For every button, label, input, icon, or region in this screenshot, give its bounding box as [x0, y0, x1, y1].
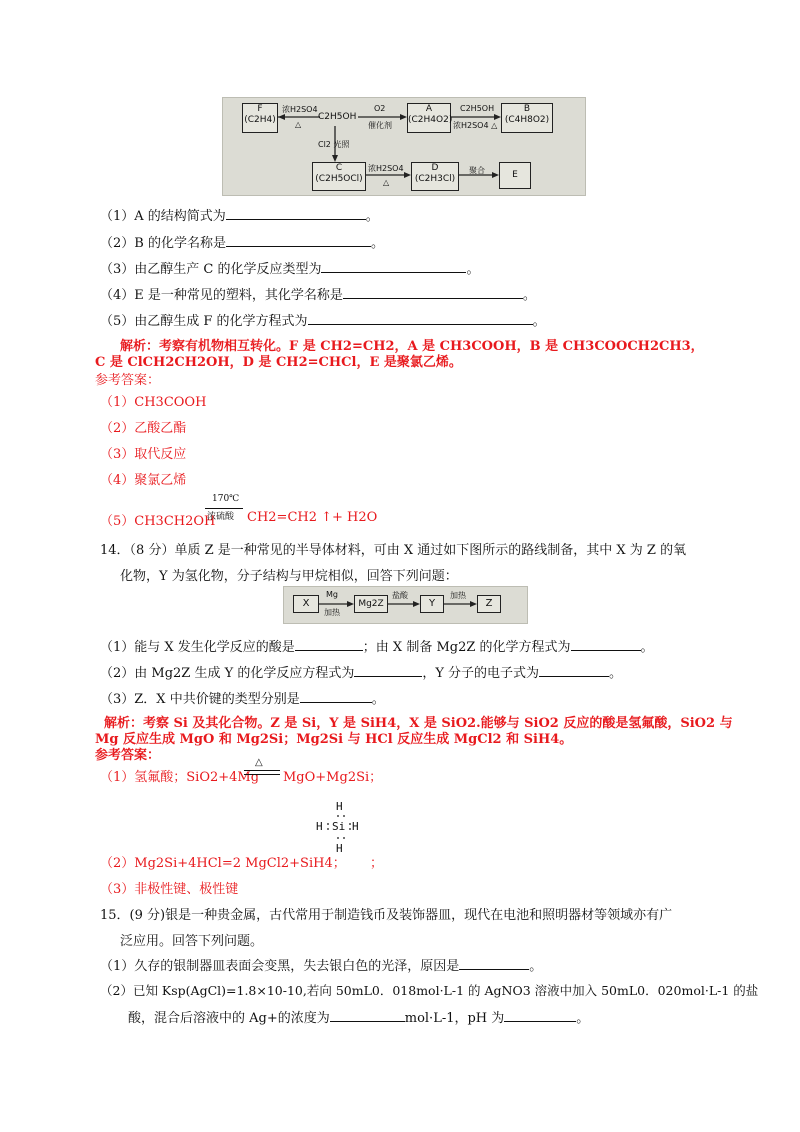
q13-part5-period: 。 — [532, 314, 546, 329]
q14-answer-2: （2）Mg2Si+4HCl=2 MgCl2+SiH4； — [100, 856, 346, 871]
hcl-label: 盐酸 — [392, 591, 408, 600]
compound-X-box — [293, 595, 319, 613]
compound-Mg2Z-label: Mg2Z — [358, 599, 384, 609]
q14-part1-text-a: （1）能与 X 发生化学反应的酸是 — [100, 640, 295, 655]
q14-part2-text-a: （2）由 Mg2Z 生成 Y 的化学反应方程式为 — [100, 666, 355, 681]
ethanol-label: C2H5OH — [318, 112, 357, 122]
q13-answer-3: （3）取代反应 — [100, 447, 187, 462]
compound-Y-box — [420, 595, 444, 613]
a-condition-bottom: 浓H2SO4 △ — [453, 121, 498, 130]
q14-stem-line1: 14．（8 分）单质 Z 是一种常见的半导体材料，可由 X 通过如下图所示的路线制备，其中 X 为 Z 的氧 — [100, 543, 687, 558]
q14-answer-1-right: MgO+Mg2Si； — [283, 770, 383, 785]
q13-part1-period: 。 — [365, 209, 379, 224]
q14-part1-period: 。 — [640, 640, 654, 655]
q14-answer-blank-1a[interactable] — [295, 638, 363, 651]
c-condition-top: 浓H2SO4 — [368, 164, 404, 173]
q14-part2-text-b: ，Y 分子的电子式为 — [422, 666, 540, 681]
f-condition-top: 浓H2SO4 — [282, 105, 318, 114]
compound-Y-label: Y — [428, 598, 436, 609]
q14-answer-1-left: （1）氢氟酸；SiO2+4Mg — [100, 770, 260, 785]
ethanol2-label: C2H5OH — [460, 104, 495, 113]
compound-B-formula: (C4H8O2) — [504, 115, 550, 125]
q14-answer-blank-2a[interactable] — [354, 664, 422, 677]
q14-part3 — [100, 688, 385, 707]
q13-analysis-line2: C 是 ClCH2CH2OH，D 是 CH2=CHCl，E 是聚氯乙烯。 — [95, 355, 462, 370]
q14-part2 — [100, 662, 622, 681]
compound-D-label: D — [431, 163, 439, 173]
q13-part4-text: （4）E 是一种常见的塑料，其化学名称是 — [100, 288, 343, 303]
compound-Z-box — [477, 595, 501, 613]
compound-A-formula: (C2H4O2) — [408, 115, 453, 125]
q15-answer-blank-2b[interactable] — [504, 1009, 576, 1022]
q14-answer-blank-3[interactable] — [300, 690, 372, 703]
q14-answer-1-equals-top — [244, 770, 280, 771]
q13-answer-2: （2）乙酸乙酯 — [100, 421, 187, 436]
q13-answer-5-cond-bottom: 浓硫酸 — [207, 512, 235, 522]
compound-C-formula: (C2H5OCl) — [315, 174, 363, 184]
q14-analysis-line1: 解析：考察 Si 及其化合物。Z 是 Si，Y 是 SiH4，X 是 SiO2.能够与 SiO2 反应的酸是氢氟酸，SiO2 与 — [104, 716, 733, 731]
q14-part3-period: 。 — [371, 692, 385, 707]
q14-part1-text-b: ；由 X 制备 Mg2Z 的化学方程式为 — [362, 640, 571, 655]
q15-part1 — [100, 955, 542, 974]
o2-label: O2 — [374, 104, 386, 113]
mg-label: Mg — [326, 590, 338, 599]
lewis-h-left: H — [316, 820, 323, 833]
q15-part2-line1: （2）已知 Ksp(AgCl)=1.8×10-10,若向 50mL0．018mol·L-1 的 AgNO3 溶液中加入 50mL0．020mol·L-1 的盐 — [100, 983, 759, 998]
q13-reference-label: 参考答案： — [95, 373, 161, 388]
q13-analysis-line1: 解析：考察有机物相互转化。F 是 CH2=CH2，A 是 CH3COOH，B 是 CH3COOCH2CH3， — [120, 339, 704, 354]
lewis-h-top: H — [336, 800, 343, 813]
lewis-structure — [312, 800, 362, 856]
q14-reference-label: 参考答案： — [95, 748, 161, 763]
lewis-si: Si — [332, 820, 346, 833]
q14-answer-blank-2b[interactable] — [539, 664, 609, 677]
heat2-label: 加热 — [450, 591, 466, 600]
q15-part2-period: 。 — [576, 1011, 590, 1026]
q13-answer-5-right: CH2=CH2 ↑+ H2O — [247, 510, 378, 525]
q15-part2-text-b: mol·L-1，pH 为 — [404, 1011, 505, 1026]
q13-part1-text: （1）A 的结构简式为 — [100, 209, 226, 224]
q15-answer-blank-1[interactable] — [459, 957, 529, 970]
q14-answer-blank-1b[interactable] — [571, 638, 641, 651]
q14-part1 — [100, 636, 654, 655]
q15-part1-period: 。 — [529, 959, 543, 974]
compound-D-formula: (C2H3Cl) — [414, 174, 456, 184]
compound-C-label: C — [335, 163, 343, 173]
q13-part3-text: （3）由乙醇生产 C 的化学反应类型为 — [100, 262, 322, 277]
q13-part2-period: 。 — [370, 236, 384, 251]
q15-answer-blank-2a[interactable] — [330, 1009, 405, 1022]
q14-answer-1-cond: △ — [255, 757, 263, 768]
compound-F-formula: (C2H4) — [244, 115, 276, 125]
q15-part2-line2 — [128, 1007, 589, 1026]
f-condition-bottom: △ — [295, 120, 302, 129]
q14-stem-line2: 化物，Y 为氢化物，分子结构与甲烷相似，回答下列问题： — [120, 569, 458, 584]
compound-B-label: B — [523, 104, 531, 114]
q13-part4-period: 。 — [522, 288, 536, 303]
q14-part3-text: （3）Z．X 中共价键的类型分别是 — [100, 692, 300, 707]
catalyst-label: 催化剂 — [368, 121, 392, 130]
q13-answer-1: （1）CH3COOH — [100, 395, 207, 410]
compound-A-label: A — [425, 104, 433, 114]
polymerize-label: 聚合 — [469, 166, 485, 175]
q13-part2-text: （2）B 的化学名称是 — [100, 236, 226, 251]
compound-F-label: F — [257, 104, 263, 114]
q13-answer-5-cond-top: 170℃ — [212, 494, 240, 504]
lewis-h-right: H — [352, 820, 359, 833]
heat1-label: 加热 — [324, 608, 340, 617]
q15-stem-line1: 15．(9 分)银是一种贵金属，古代常用于制造钱币及装饰器皿，现代在电池和照明器材等领域亦有广 — [100, 908, 673, 923]
q14-answer-3: （3）非极性键、极性键 — [100, 882, 239, 897]
lewis-electron-dots — [312, 800, 362, 856]
cl2-label: Cl2 光照 — [318, 140, 350, 149]
q15-stem-line2: 泛应用。回答下列问题。 — [120, 934, 264, 949]
lewis-h-bottom: H — [336, 842, 343, 855]
compound-X-label: X — [302, 598, 310, 609]
q13-answer-5-left: （5）CH3CH2OH — [100, 514, 216, 529]
q13-answer-4: （4）聚氯乙烯 — [100, 473, 187, 488]
q14-answer-2-tail: ； — [370, 856, 384, 871]
c-condition-bottom: △ — [383, 178, 390, 187]
compound-E-label: E — [512, 170, 518, 180]
q14-analysis-line2: Mg 反应生成 MgO 和 Mg2Si；Mg2Si 与 HCl 反应生成 MgCl2 和 SiH4。 — [95, 732, 573, 747]
q14-part2-period: 。 — [609, 666, 623, 681]
q15-part1-text: （1）久存的银制器皿表面会变黑，失去银白色的光泽，原因是 — [100, 959, 460, 974]
compound-Z-label: Z — [485, 598, 493, 609]
q13-part5-text: （5）由乙醇生成 F 的化学方程式为 — [100, 314, 308, 329]
compound-Mg2Z-box — [354, 595, 388, 613]
q15-part2-text-a: 酸，混合后溶液中的 Ag+的浓度为 — [128, 1011, 330, 1026]
q14-answer-1-equals-bottom — [244, 774, 280, 775]
q13-part3-period: 。 — [466, 262, 480, 277]
